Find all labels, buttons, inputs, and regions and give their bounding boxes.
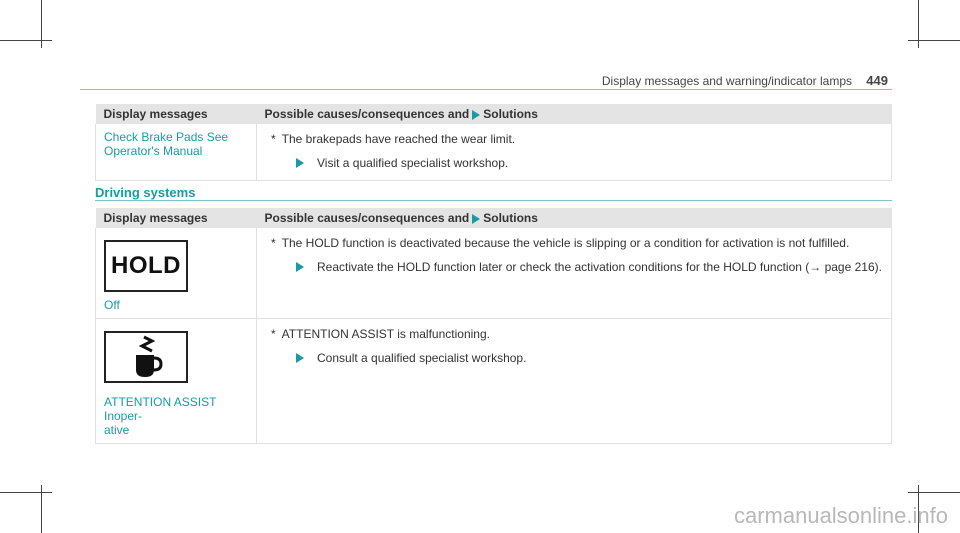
message-cell: ATTENTION ASSIST Inoper- ative — [96, 319, 257, 444]
header-rule — [80, 89, 892, 90]
bullet: * — [271, 236, 276, 250]
solution-text: Visit a qualified specialist workshop. — [317, 156, 509, 170]
table-row — [96, 228, 892, 319]
display-messages-table-1 — [95, 104, 892, 181]
arrow-icon — [296, 353, 304, 363]
crop-mark — [0, 492, 52, 493]
table-row — [96, 319, 892, 444]
crop-mark — [908, 492, 960, 493]
cause-cell — [257, 124, 892, 180]
section-rule — [95, 200, 892, 201]
display-messages-table-2 — [95, 208, 892, 444]
arrow-icon — [472, 110, 480, 120]
section-title: Driving systems — [95, 185, 196, 200]
col-header-causes: Possible causes/consequences and Solutions — [257, 104, 892, 124]
bullet: * — [271, 132, 276, 146]
solution-text: Reactivate the HOLD function later or check the activation conditions for the HOLD function (→ page 216). — [317, 260, 882, 274]
cause-text: The HOLD function is deactivated because the vehicle is slipping or a condition for activation is not fulfilled. — [281, 236, 850, 250]
cause-text: ATTENTION ASSIST is malfunctioning. — [281, 327, 490, 341]
cause-cell — [257, 319, 892, 444]
table-row — [96, 124, 892, 180]
col-header-messages: Display messages — [96, 208, 257, 228]
message-cell: Check Brake Pads See Operator's Manual — [96, 124, 257, 180]
watermark: carmanualsonline.info — [733, 503, 948, 528]
message-cell: HOLD Off — [96, 228, 257, 319]
arrow-icon — [296, 262, 304, 272]
col-header-causes: Possible causes/consequences and Solutions — [257, 208, 892, 228]
col-header-messages: Display messages — [96, 104, 257, 124]
solution-text: Consult a qualified specialist workshop. — [317, 351, 527, 365]
arrow-icon — [296, 158, 304, 168]
coffee-cup-icon — [104, 331, 188, 383]
arrow-icon — [472, 214, 480, 224]
bullet: * — [271, 327, 276, 341]
cause-cell — [257, 228, 892, 319]
crop-mark — [0, 40, 52, 41]
cause-text: The brakepads have reached the wear limit. — [281, 132, 516, 146]
running-header: Display messages and warning/indicator lamps — [601, 74, 852, 88]
hold-icon: HOLD — [104, 240, 188, 292]
page-number: 449 — [866, 73, 888, 88]
crop-mark — [908, 40, 960, 41]
